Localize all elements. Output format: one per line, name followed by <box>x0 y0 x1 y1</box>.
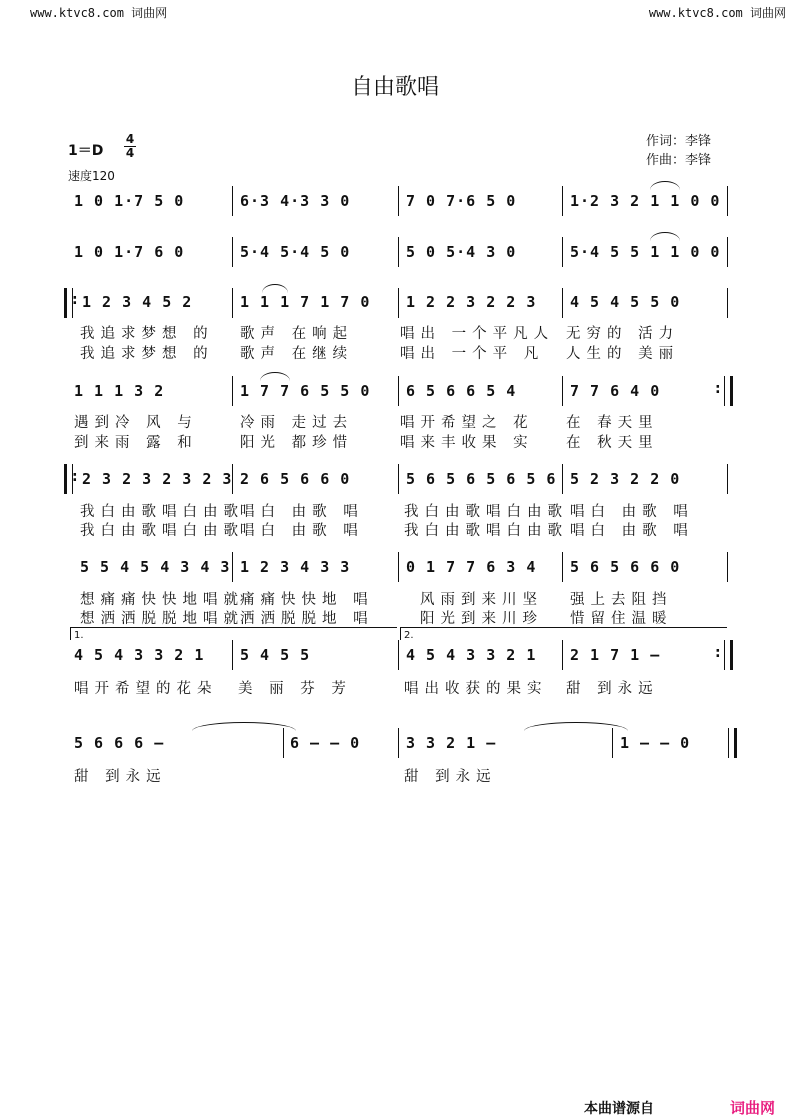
lyric: 唱白 由歌 唱 <box>240 504 364 520</box>
lyric: 我追求梦想 的 <box>80 326 214 342</box>
barline <box>727 237 728 267</box>
lyric: 我白由歌唱白由歌 <box>404 504 568 520</box>
lyric: 到来雨 露 和 <box>74 435 198 451</box>
lyric: 唱开希望之 花 <box>400 415 534 431</box>
measure: 1 – – 0 <box>620 734 691 752</box>
volta-2-bracket <box>400 627 727 640</box>
lyric: 我白由歌唱白由歌 <box>80 523 244 539</box>
barline <box>562 186 563 216</box>
time-signature <box>124 133 136 160</box>
barline <box>232 464 233 494</box>
barline <box>562 640 563 670</box>
barline <box>232 288 233 318</box>
source-text: 本曲谱源自 <box>584 1101 654 1117</box>
barline <box>562 376 563 406</box>
lyric: 唱出收获的果实 <box>404 681 548 697</box>
volta-2-number: 2. <box>404 630 414 641</box>
repeat-end-bar <box>724 640 733 670</box>
lyric: 唱出 一个平凡人 <box>400 326 555 342</box>
site-logo[interactable]: 词曲网 <box>730 1099 776 1117</box>
barline <box>398 552 399 582</box>
lyric: 遇到冷 风 与 <box>74 415 198 431</box>
measure: 1 2 2 3 2 2 3 <box>406 293 537 311</box>
barline <box>232 237 233 267</box>
tie <box>650 232 680 241</box>
lyric: 风雨到来川坚 <box>420 592 543 608</box>
barline <box>232 376 233 406</box>
volta-1-bracket <box>70 627 397 640</box>
lyric: 洒洒脱脱地 唱 <box>240 611 374 627</box>
lyric: 想洒洒脱脱地唱就 <box>80 611 244 627</box>
barline <box>283 728 284 758</box>
key-signature: 1＝D <box>68 143 104 159</box>
lyric: 阳光到来川珍 <box>420 611 543 627</box>
measure: 7 7 6 4 0 <box>570 382 661 400</box>
final-bar <box>728 728 737 758</box>
measure: 5 2 3 2 2 0 <box>570 470 681 488</box>
watermark-left: www.ktvc8.com 词曲网 <box>30 6 168 20</box>
tie <box>192 722 296 731</box>
lyric: 甜 到永远 <box>404 769 497 785</box>
lyric: 歌声 在响起 <box>240 326 354 342</box>
measure: 5 0 5·4 3 0 <box>406 243 517 261</box>
repeat-dots: : <box>715 645 721 661</box>
barline <box>562 464 563 494</box>
measure: 3 3 2 1 – <box>406 734 497 752</box>
tie <box>650 181 680 190</box>
measure: 1 2 3 4 5 2 <box>82 293 193 311</box>
lyric: 想痛痛快快地唱就 <box>80 592 244 608</box>
barline <box>727 464 728 494</box>
barline <box>562 552 563 582</box>
measure: 4 5 4 3 3 2 1 <box>74 646 205 664</box>
measure: 1 1 1 3 2 <box>74 382 165 400</box>
lyric: 甜 到永远 <box>566 681 659 697</box>
lyric: 我白由歌唱白由歌 <box>80 504 244 520</box>
time-bottom: 4 <box>125 146 135 160</box>
lyric: 唱白 由歌 唱 <box>570 504 694 520</box>
lyric: 唱出 一个平 凡 <box>400 346 545 362</box>
barline <box>398 237 399 267</box>
measure: 1 7 7 6 5 5 0 <box>240 382 371 400</box>
barline <box>232 640 233 670</box>
lyric: 强上去阻挡 <box>570 592 673 608</box>
barline <box>727 552 728 582</box>
lyric: 人生的 美丽 <box>566 346 680 362</box>
lyric: 我追求梦想 的 <box>80 346 214 362</box>
tie <box>524 722 628 731</box>
lyric: 甜 到永远 <box>74 769 167 785</box>
lyric: 我白由歌唱白由歌 <box>404 523 568 539</box>
barline <box>727 186 728 216</box>
composer-credit: 作曲：李锋 <box>646 153 712 168</box>
measure: 5 4 5 5 <box>240 646 311 664</box>
barline <box>398 728 399 758</box>
measure: 2 1 7 1 – <box>570 646 661 664</box>
barline <box>398 186 399 216</box>
lyric: 唱白 由歌 唱 <box>570 523 694 539</box>
lyric: 歌声 在继续 <box>240 346 354 362</box>
measure: 6·3 4·3 3 0 <box>240 192 351 210</box>
lyric: 在 春天里 <box>566 415 659 431</box>
lyric: 惜留住温暖 <box>570 611 673 627</box>
tie <box>262 284 288 293</box>
repeat-dots: : <box>72 292 78 308</box>
measure: 0 1 7 7 6 3 4 <box>406 558 537 576</box>
tie <box>260 372 290 381</box>
lyric: 唱白 由歌 唱 <box>240 523 364 539</box>
song-title: 自由歌唱 <box>350 75 439 100</box>
tempo-marking: 速度120 <box>68 169 115 183</box>
lyric: 冷雨 走过去 <box>240 415 354 431</box>
barline <box>562 288 563 318</box>
barline <box>232 186 233 216</box>
measure: 1·2 3 2 1 1 0 0 <box>570 192 721 210</box>
repeat-end-bar <box>724 376 733 406</box>
measure: 1 0 1·7 5 0 <box>74 192 185 210</box>
measure: 2 6 5 6 6 0 <box>240 470 351 488</box>
barline <box>232 552 233 582</box>
measure: 5 5 4 5 4 3 4 3 <box>80 558 231 576</box>
measure: 5 6 5 6 5 6 5 6 <box>406 470 557 488</box>
measure: 1 0 1·7 6 0 <box>74 243 185 261</box>
measure: 1 2 3 4 3 3 <box>240 558 351 576</box>
measure: 5 6 6 6 – <box>74 734 165 752</box>
measure: 7 0 7·6 5 0 <box>406 192 517 210</box>
measure: 5 6 5 6 6 0 <box>570 558 681 576</box>
barline <box>398 464 399 494</box>
lyric: 无穷的 活力 <box>566 326 680 342</box>
measure: 2 3 2 3 2 3 2 3 <box>82 470 233 488</box>
barline <box>398 288 399 318</box>
lyricist-credit: 作词：李锋 <box>646 134 712 149</box>
measure: 4 5 4 5 5 0 <box>570 293 681 311</box>
lyric: 美 丽 芬 芳 <box>238 681 352 697</box>
time-top: 4 <box>125 132 135 146</box>
measure: 4 5 4 3 3 2 1 <box>406 646 537 664</box>
measure: 5·4 5 5 1 1 0 0 <box>570 243 721 261</box>
measure: 6 5 6 6 5 4 <box>406 382 517 400</box>
lyric: 唱来丰收果 实 <box>400 435 534 451</box>
watermark-right: www.ktvc8.com 词曲网 <box>648 6 786 20</box>
lyric: 痛痛快快地 唱 <box>240 592 374 608</box>
measure: 6 – – 0 <box>290 734 361 752</box>
repeat-dots: : <box>715 381 721 397</box>
lyric: 在 秋天里 <box>566 435 659 451</box>
lyric: 唱开希望的花朵 <box>74 681 218 697</box>
barline <box>398 640 399 670</box>
measure: 5·4 5·4 5 0 <box>240 243 351 261</box>
measure: 1 1 1 7 1 7 0 <box>240 293 371 311</box>
barline <box>398 376 399 406</box>
barline <box>727 288 728 318</box>
repeat-dots: : <box>72 469 78 485</box>
barline <box>612 728 613 758</box>
barline <box>562 237 563 267</box>
volta-1-number: 1. <box>74 630 84 641</box>
lyric: 阳光 都珍惜 <box>240 435 354 451</box>
